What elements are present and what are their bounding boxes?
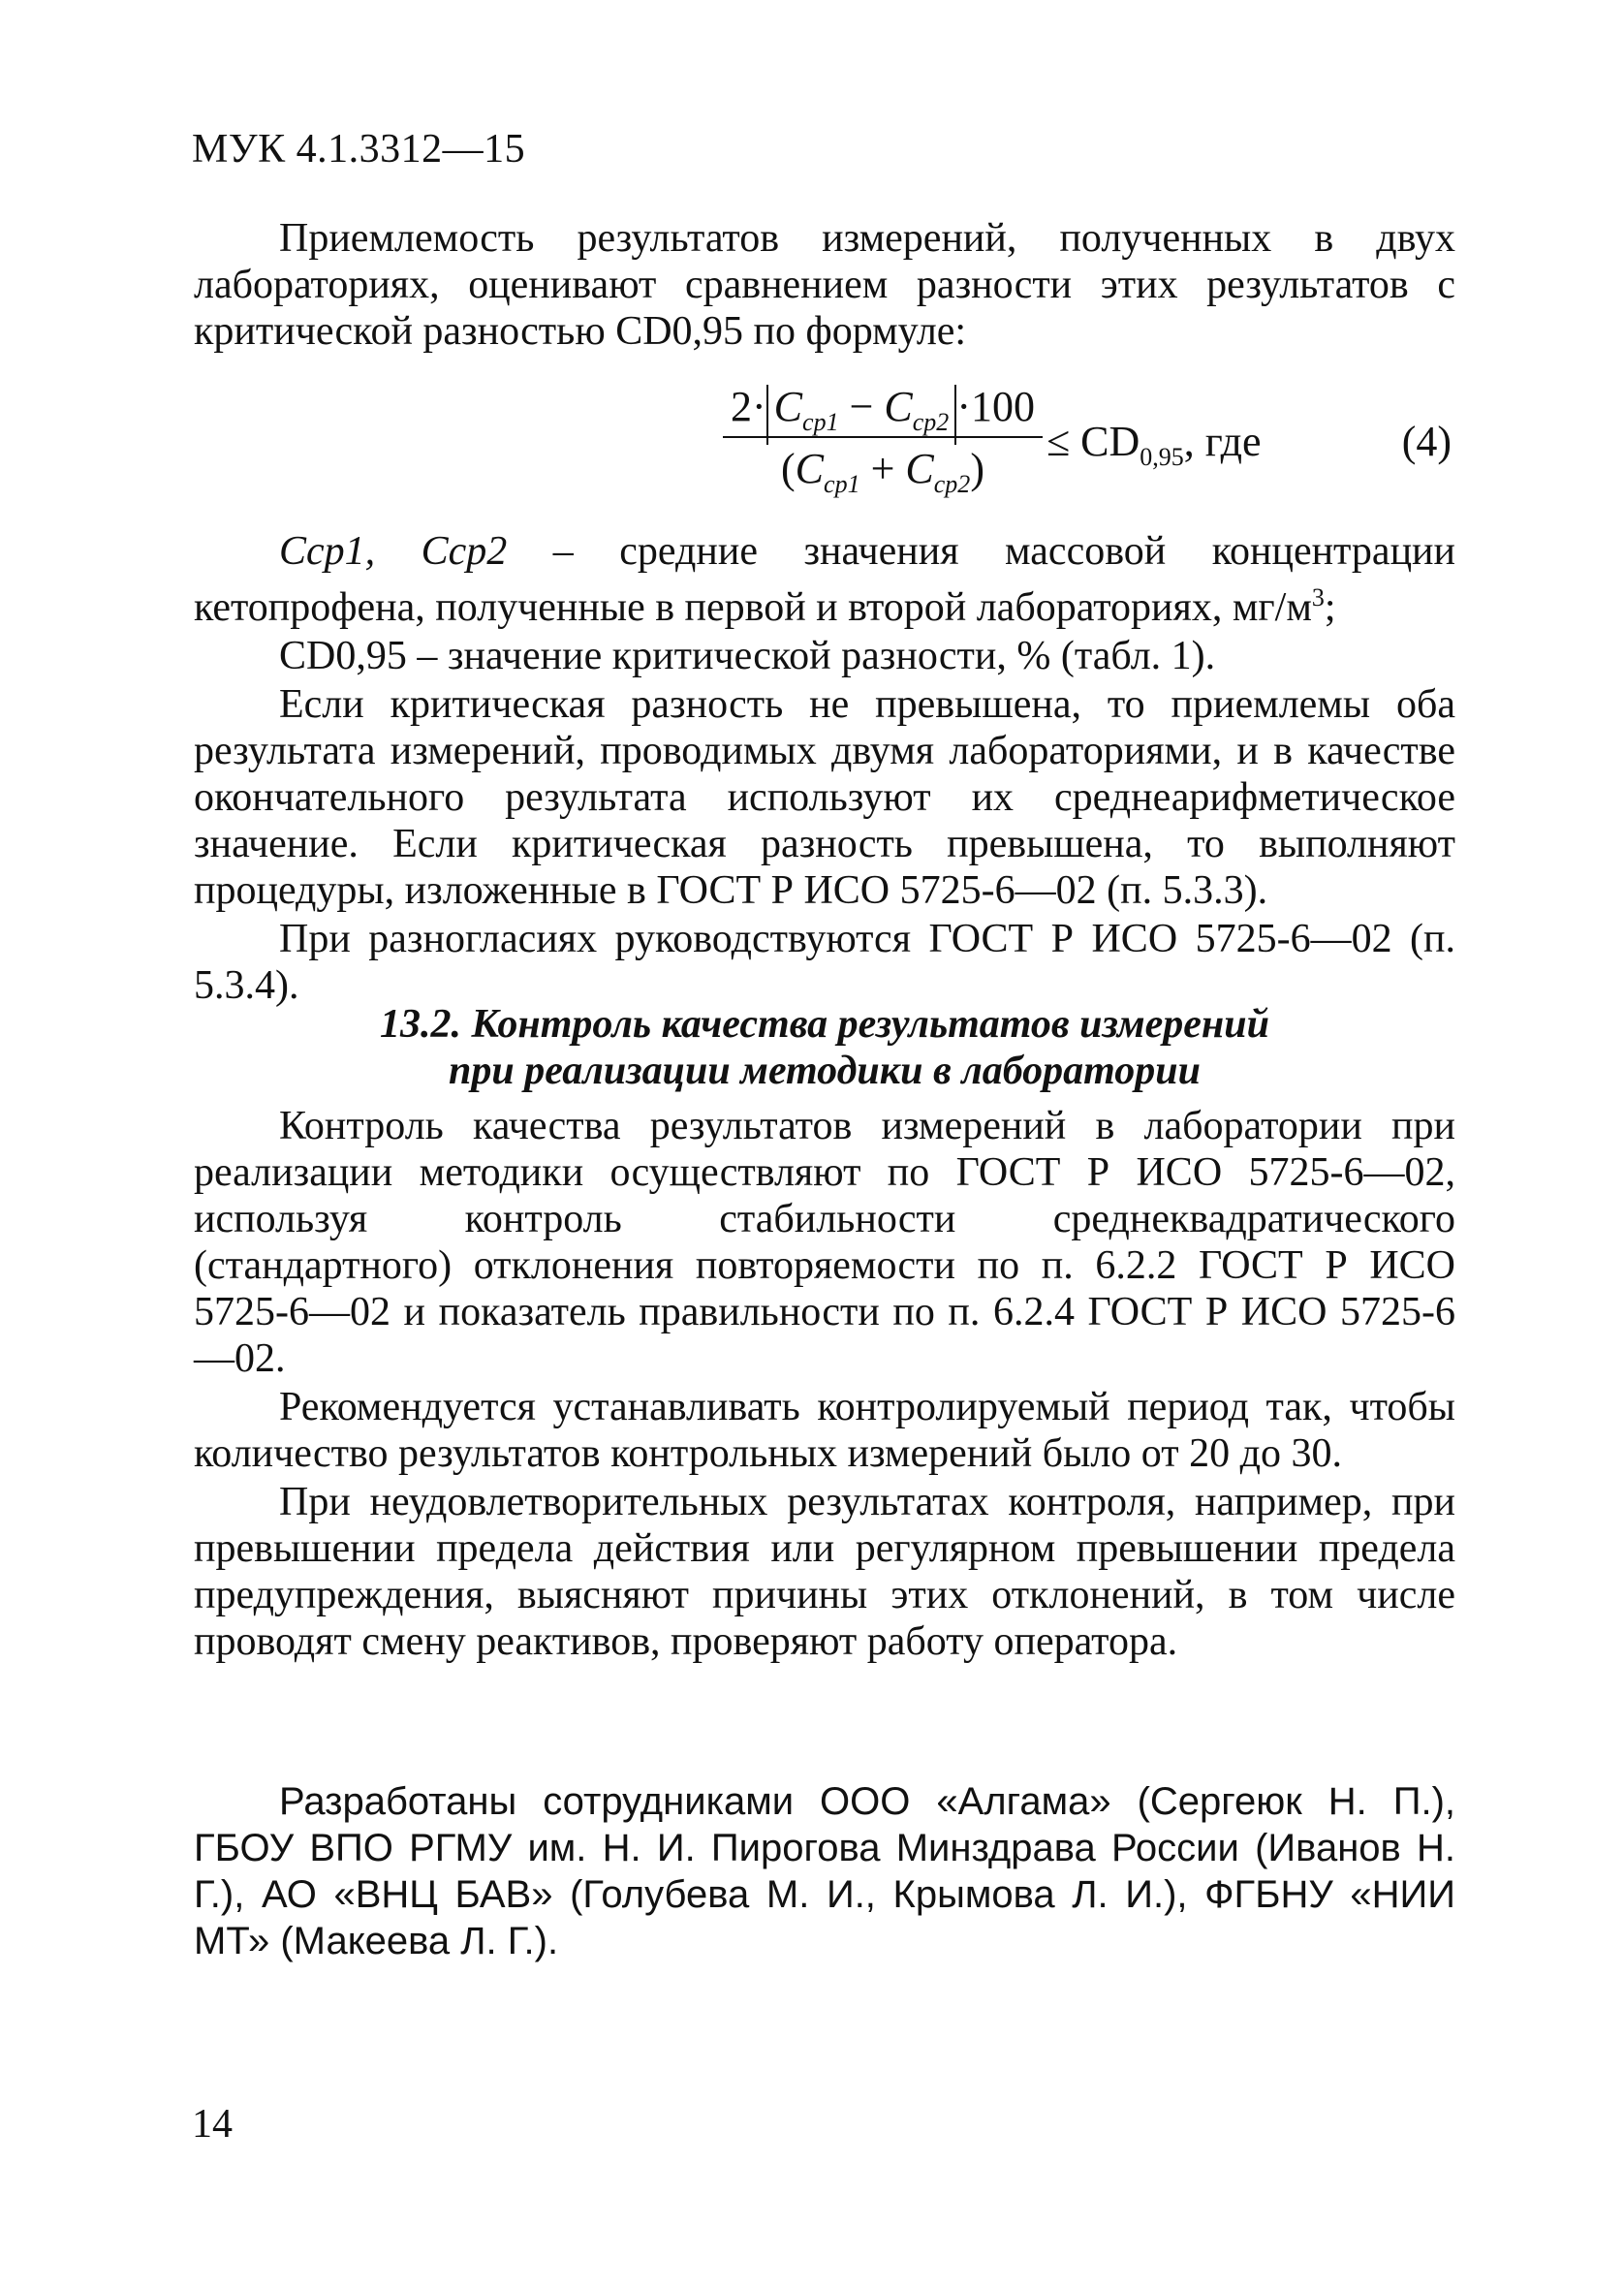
section-paragraph-2: Рекомендуется устанавливать контролируемый период так, чтобы количество результатов контрольных измерений было от 20 до 30. <box>194 1385 1455 1476</box>
authors-note <box>194 1778 1455 1964</box>
absolute-value: $C_{cp1} - C_{cp2}$ <box>766 385 957 445</box>
section-title-line-2: при реализации методики в лаборатории <box>449 1049 1201 1093</box>
formula-fraction <box>723 380 1043 496</box>
formula-4 <box>194 380 1455 516</box>
formula-denominator: $(C_{cp1} + C_{cp2})$ <box>781 445 984 498</box>
section-title <box>194 1001 1455 1094</box>
paragraph-critical-difference: Если критическая разность не превышена, то приемлемы оба результата измерений, проводимых двумя лабораториями, и в качестве окончательного результата используют их среднеарифметическое значение. Если критическая разность превышена, то выполняют процедуры, изложенные в ГОСТ Р ИСО 5725-6—02 (п. 5.3.3). <box>194 682 1455 913</box>
section-body <box>194 1103 1455 1665</box>
authors-note-text: Разработаны сотрудниками ООО «Алгама» (Сергеюк Н. П.), ГБОУ ВПО РГМУ им. Н. И. Пирогова Минздрава России (Иванов Н. Г.), АО «ВНЦ БАВ» (Голубева М. И., Крымова Л. И.), ФГБНУ «НИИ МТ» (Макеева Л. Г.). <box>194 1780 1455 1962</box>
definition-ccp: Cср1, Cср2 – средние значения массовой концентрации кетопрофена, полученные в первой и второй лабораториях, $мг/м^3$; <box>194 529 1455 630</box>
section-paragraph-1: Контроль качества результатов измерений в лаборатории при реализации методики осуществляют по ГОСТ Р ИСО 5725-6—02, используя контроль стабильности среднеквадратического (стандартного) отклонения повторяемости по п. 6.2.2 ГОСТ Р ИСО 5725-6—02 и показатель правильности по п. 6.2.4 ГОСТ Р ИСО 5725-6—02. <box>194 1104 1455 1381</box>
section-paragraph-3: При неудовлетворительных результатах контроля, например, при превышении предела действия или регулярном превышении предела предупреждения, выясняют причины этих отклонений, в том числе проводят смену реактивов, проверяют работу оператора. <box>194 1480 1455 1664</box>
document-code-header: МУК 4.1.3312—15 <box>192 127 526 172</box>
intro-paragraph: Приемлемость результатов измерений, полученных в двух лабораториях, оценивают сравнением разности этих результатов с критической разностью CD0,95 по формуле: <box>194 216 1455 354</box>
definitions-block <box>194 528 1455 1009</box>
formula-relation: ≤ $CD_{0,95}$, где <box>1046 418 1262 471</box>
equation-number: (4) <box>1401 418 1452 465</box>
formula-numerator: $2\cdot C_{cp1} - C_{cp2} \cdot 100$ <box>723 380 1043 434</box>
definition-cd: CD0,95 – значение критической разности, % (табл. 1). <box>279 634 1216 678</box>
intro-block <box>194 215 1455 355</box>
page-number: 14 <box>192 2102 233 2147</box>
paragraph-disagreements: При разногласиях руководствуются ГОСТ Р ИСО 5725-6—02 (п. 5.3.4). <box>194 917 1455 1008</box>
section-title-line-1: 13.2. Контроль качества результатов измерений <box>380 1002 1269 1047</box>
